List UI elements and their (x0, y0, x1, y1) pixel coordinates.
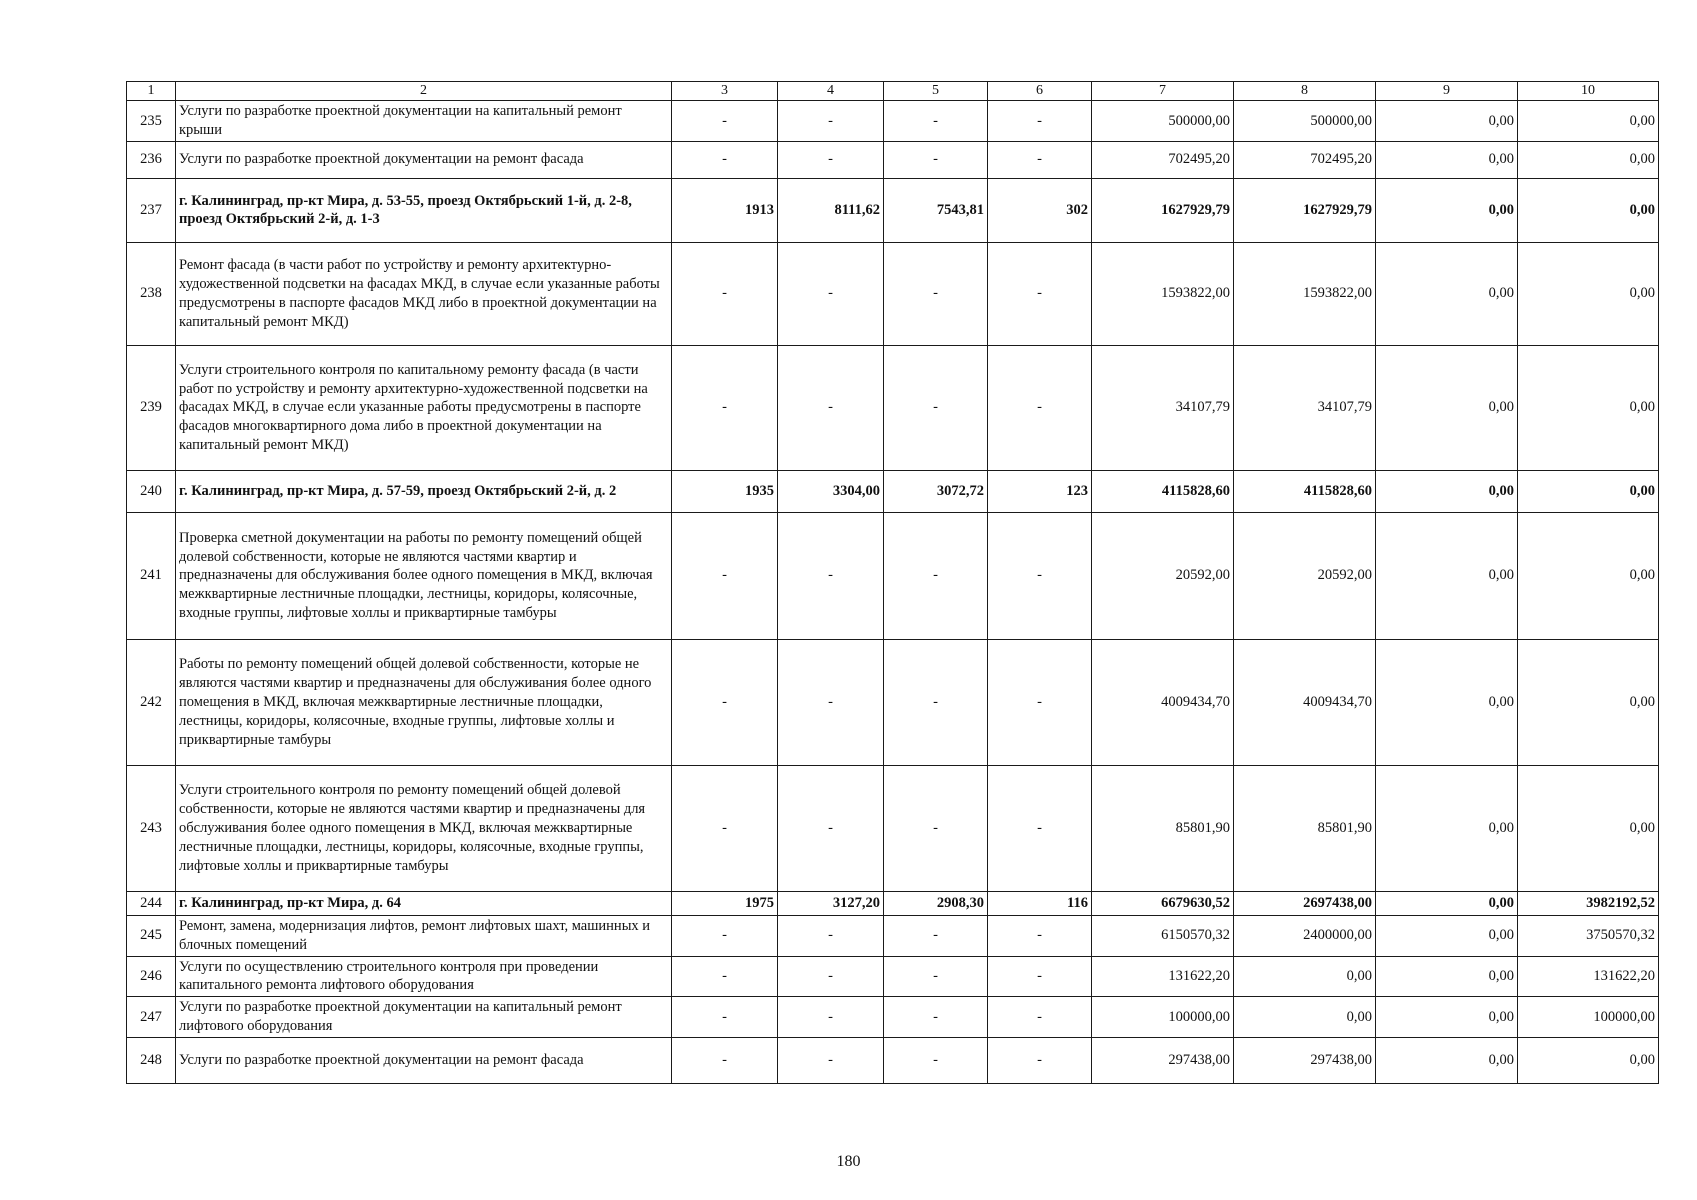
cell-col8: 1593822,00 (1234, 242, 1376, 345)
cell-col3: - (672, 1037, 778, 1083)
cell-col6: - (988, 765, 1092, 891)
cell-col8: 2697438,00 (1234, 891, 1376, 915)
row-description: Услуги по разработке проектной документации на ремонт фасада (176, 1037, 672, 1083)
cell-col8: 0,00 (1234, 997, 1376, 1038)
cell-col5: - (884, 997, 988, 1038)
row-description: Ремонт, замена, модернизация лифтов, ремонт лифтовых шахт, машинных и блочных помещений (176, 915, 672, 956)
cell-col9: 0,00 (1376, 997, 1518, 1038)
cell-col3: - (672, 997, 778, 1038)
cell-col6: - (988, 956, 1092, 997)
table-row (127, 956, 1659, 997)
cell-col9: 0,00 (1376, 345, 1518, 470)
cell-col9: 0,00 (1376, 891, 1518, 915)
header-cell-6: 6 (988, 82, 1092, 101)
cell-col10: 0,00 (1518, 141, 1659, 178)
cell-col6: - (988, 1037, 1092, 1083)
cell-col8: 85801,90 (1234, 765, 1376, 891)
row-number: 239 (127, 345, 176, 470)
cell-col4: - (778, 512, 884, 639)
row-description: Ремонт фасада (в части работ по устройству и ремонту архитектурно-художественной подсветки на фасадах МКД, в случае если указанные работы предусмотрены в паспорте фасадов МКД либо в проектной документации на капитальный ремонт МКД) (176, 242, 672, 345)
cell-col8: 20592,00 (1234, 512, 1376, 639)
cell-col10: 131622,20 (1518, 956, 1659, 997)
cell-col4: - (778, 956, 884, 997)
cell-col9: 0,00 (1376, 1037, 1518, 1083)
header-cell-5: 5 (884, 82, 988, 101)
row-description: Услуги по разработке проектной документации на капитальный ремонт лифтового оборудования (176, 997, 672, 1038)
row-number: 246 (127, 956, 176, 997)
cell-col6: 123 (988, 470, 1092, 512)
row-number: 241 (127, 512, 176, 639)
cell-col9: 0,00 (1376, 765, 1518, 891)
cell-col4: - (778, 242, 884, 345)
cell-col7: 6150570,32 (1092, 915, 1234, 956)
table-body (127, 82, 1659, 1084)
cell-col7: 100000,00 (1092, 997, 1234, 1038)
header-cell-3: 3 (672, 82, 778, 101)
table-row (127, 345, 1659, 470)
header-cell-8: 8 (1234, 82, 1376, 101)
row-number: 237 (127, 178, 176, 242)
cell-col7: 297438,00 (1092, 1037, 1234, 1083)
cell-col10: 0,00 (1518, 765, 1659, 891)
header-cell-7: 7 (1092, 82, 1234, 101)
cell-col9: 0,00 (1376, 470, 1518, 512)
cell-col10: 0,00 (1518, 345, 1659, 470)
cell-col5: - (884, 101, 988, 142)
cell-col8: 4115828,60 (1234, 470, 1376, 512)
cell-col4: - (778, 997, 884, 1038)
cell-col5: - (884, 956, 988, 997)
header-cell-10: 10 (1518, 82, 1659, 101)
row-description: Услуги по разработке проектной документации на ремонт фасада (176, 141, 672, 178)
cell-col7: 4115828,60 (1092, 470, 1234, 512)
table-row (127, 141, 1659, 178)
cell-col5: 3072,72 (884, 470, 988, 512)
cell-col9: 0,00 (1376, 915, 1518, 956)
cell-col7: 131622,20 (1092, 956, 1234, 997)
cell-col4: 3304,00 (778, 470, 884, 512)
cell-col3: - (672, 512, 778, 639)
header-cell-2: 2 (176, 82, 672, 101)
cell-col5: - (884, 1037, 988, 1083)
cell-col7: 4009434,70 (1092, 639, 1234, 765)
cell-col6: - (988, 242, 1092, 345)
cell-col8: 297438,00 (1234, 1037, 1376, 1083)
table-row (127, 997, 1659, 1038)
row-number: 244 (127, 891, 176, 915)
row-number: 236 (127, 141, 176, 178)
row-description: Услуги по осуществлению строительного контроля при проведении капитального ремонта лифтового оборудования (176, 956, 672, 997)
cell-col10: 100000,00 (1518, 997, 1659, 1038)
cell-col4: - (778, 1037, 884, 1083)
cell-col5: - (884, 639, 988, 765)
row-number: 248 (127, 1037, 176, 1083)
cell-col7: 85801,90 (1092, 765, 1234, 891)
cell-col4: - (778, 639, 884, 765)
cell-col4: - (778, 345, 884, 470)
cell-col3: - (672, 639, 778, 765)
cell-col9: 0,00 (1376, 639, 1518, 765)
cell-col7: 702495,20 (1092, 141, 1234, 178)
cell-col3: 1935 (672, 470, 778, 512)
row-number: 242 (127, 639, 176, 765)
page-number: 180 (836, 1153, 861, 1170)
cell-col5: 2908,30 (884, 891, 988, 915)
table-row (127, 1037, 1659, 1083)
table-row (127, 915, 1659, 956)
cell-col10: 0,00 (1518, 101, 1659, 142)
cell-col10: 0,00 (1518, 1037, 1659, 1083)
row-number: 235 (127, 101, 176, 142)
cell-col9: 0,00 (1376, 101, 1518, 142)
cell-col7: 500000,00 (1092, 101, 1234, 142)
row-description: г. Калининград, пр-кт Мира, д. 57-59, проезд Октябрьский 2-й, д. 2 (176, 470, 672, 512)
cell-col3: - (672, 242, 778, 345)
cell-col5: - (884, 141, 988, 178)
cell-col10: 0,00 (1518, 242, 1659, 345)
table-row (127, 178, 1659, 242)
table-row (127, 470, 1659, 512)
cell-col8: 34107,79 (1234, 345, 1376, 470)
cell-col8: 2400000,00 (1234, 915, 1376, 956)
cell-col10: 0,00 (1518, 639, 1659, 765)
cell-col9: 0,00 (1376, 178, 1518, 242)
table-row (127, 242, 1659, 345)
cell-col7: 6679630,52 (1092, 891, 1234, 915)
cell-col6: - (988, 345, 1092, 470)
cell-col4: - (778, 101, 884, 142)
row-description: г. Калининград, пр-кт Мира, д. 64 (176, 891, 672, 915)
cell-col8: 500000,00 (1234, 101, 1376, 142)
cell-col7: 1593822,00 (1092, 242, 1234, 345)
table-row (127, 512, 1659, 639)
cell-col3: - (672, 101, 778, 142)
cell-col4: - (778, 915, 884, 956)
cell-col8: 4009434,70 (1234, 639, 1376, 765)
cell-col9: 0,00 (1376, 512, 1518, 639)
cell-col9: 0,00 (1376, 956, 1518, 997)
cell-col5: - (884, 512, 988, 639)
cell-col10: 0,00 (1518, 512, 1659, 639)
cell-col4: - (778, 141, 884, 178)
cell-col8: 0,00 (1234, 956, 1376, 997)
cell-col5: 7543,81 (884, 178, 988, 242)
cell-col10: 0,00 (1518, 470, 1659, 512)
cell-col5: - (884, 765, 988, 891)
row-description: Работы по ремонту помещений общей долевой собственности, которые не являются частями квартир и предназначены для обслуживания более одного помещения в МКД, включая межквартирные лестничные площадки, лестницы, коридоры, колясочные, входные группы, лифтовые холлы и приквартирные тамбуры (176, 639, 672, 765)
budget-table (126, 81, 1659, 1084)
cell-col6: - (988, 915, 1092, 956)
cell-col6: - (988, 512, 1092, 639)
cell-col8: 702495,20 (1234, 141, 1376, 178)
cell-col7: 1627929,79 (1092, 178, 1234, 242)
row-number: 247 (127, 997, 176, 1038)
cell-col9: 0,00 (1376, 242, 1518, 345)
cell-col4: - (778, 765, 884, 891)
cell-col3: - (672, 915, 778, 956)
cell-col3: - (672, 765, 778, 891)
header-row (127, 82, 1659, 101)
cell-col3: 1975 (672, 891, 778, 915)
row-description: Услуги строительного контроля по капитальному ремонту фасада (в части работ по устройству и ремонту архитектурно-художественной подсветки на фасадах МКД, в случае если указанные работы предусмотрены в паспорте фасадов многоквартирного дома либо в проектной документации на капитальный ремонт МКД) (176, 345, 672, 470)
row-description: Проверка сметной документации на работы по ремонту помещений общей долевой собственности, которые не являются частями квартир и предназначены для обслуживания более одного помещения в МКД, включая межквартирные лестничные площадки, лестницы, коридоры, колясочные, входные группы, лифтовые холлы и приквартирные тамбуры (176, 512, 672, 639)
cell-col10: 3982192,52 (1518, 891, 1659, 915)
cell-col6: 116 (988, 891, 1092, 915)
table-row (127, 765, 1659, 891)
cell-col3: - (672, 956, 778, 997)
cell-col5: - (884, 915, 988, 956)
row-number: 245 (127, 915, 176, 956)
cell-col6: - (988, 141, 1092, 178)
cell-col3: 1913 (672, 178, 778, 242)
cell-col9: 0,00 (1376, 141, 1518, 178)
cell-col3: - (672, 141, 778, 178)
cell-col7: 34107,79 (1092, 345, 1234, 470)
cell-col10: 3750570,32 (1518, 915, 1659, 956)
row-description: Услуги по разработке проектной документации на капитальный ремонт крыши (176, 101, 672, 142)
cell-col6: - (988, 101, 1092, 142)
cell-col8: 1627929,79 (1234, 178, 1376, 242)
row-number: 240 (127, 470, 176, 512)
cell-col6: 302 (988, 178, 1092, 242)
row-number: 243 (127, 765, 176, 891)
cell-col5: - (884, 345, 988, 470)
cell-col4: 3127,20 (778, 891, 884, 915)
header-cell-1: 1 (127, 82, 176, 101)
cell-col5: - (884, 242, 988, 345)
table-row (127, 101, 1659, 142)
header-cell-9: 9 (1376, 82, 1518, 101)
row-description: Услуги строительного контроля по ремонту помещений общей долевой собственности, которые не являются частями квартир и предназначены для обслуживания более одного помещения в МКД, включая межквартирные лестничные площадки, лестницы, коридоры, колясочные, входные группы, лифтовые холлы и приквартирные тамбуры (176, 765, 672, 891)
cell-col10: 0,00 (1518, 178, 1659, 242)
row-number: 238 (127, 242, 176, 345)
cell-col4: 8111,62 (778, 178, 884, 242)
table-row (127, 891, 1659, 915)
cell-col7: 20592,00 (1092, 512, 1234, 639)
cell-col6: - (988, 639, 1092, 765)
cell-col3: - (672, 345, 778, 470)
cell-col6: - (988, 997, 1092, 1038)
header-cell-4: 4 (778, 82, 884, 101)
table-row (127, 639, 1659, 765)
row-description: г. Калининград, пр-кт Мира, д. 53-55, проезд Октябрьский 1-й, д. 2-8, проезд Октябрьский 2-й, д. 1-3 (176, 178, 672, 242)
